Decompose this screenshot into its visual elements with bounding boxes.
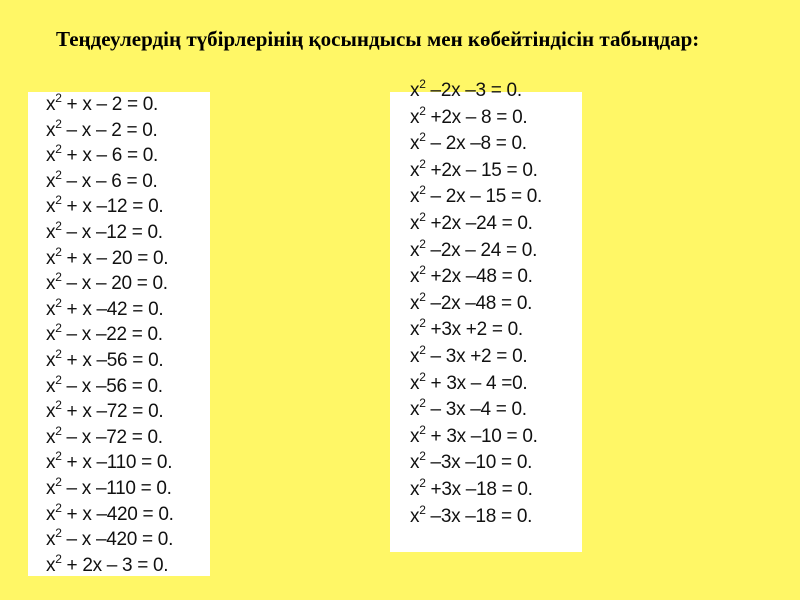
equation-item [46,502,174,528]
equation-item [46,220,174,246]
right-equation-panel [390,77,582,552]
equation-exponent: 2 [55,372,62,387]
equation-rest: +2x – 8 = 0. [425,106,528,128]
equation-item [410,371,542,398]
equation-exponent: 2 [55,270,62,285]
equation-exponent: 2 [55,500,62,515]
equation-item [410,238,542,265]
equation-exponent: 2 [419,156,426,171]
equation-exponent: 2 [419,289,426,304]
equation-rest: – 3x +2 = 0. [425,345,528,367]
equation-item [46,553,174,579]
equation-exponent: 2 [55,526,62,541]
equation-rest: –2x –48 = 0. [425,292,533,314]
equation-rest: + x –56 = 0. [61,349,164,371]
right-equation-list [410,78,542,530]
equation-item [46,374,174,400]
equation-variable: x [410,425,420,447]
equation-variable: x [46,324,56,346]
equation-exponent: 2 [55,398,62,413]
equation-item [410,504,542,531]
equation-variable: x [410,319,420,341]
left-equation-list [46,92,174,578]
equation-variable: x [46,145,56,167]
equation-item [46,322,174,348]
equation-variable: x [410,159,420,181]
equation-rest: – x – 6 = 0. [61,170,158,192]
equation-exponent: 2 [55,193,62,208]
equation-rest: + 3x –10 = 0. [425,425,538,447]
equation-rest: –2x –3 = 0. [425,80,522,101]
equation-rest: – x –12 = 0. [61,221,163,243]
equation-variable: x [410,186,420,208]
equation-item [410,344,542,371]
equation-rest: + 2x – 3 = 0. [61,554,169,576]
equation-variable: x [46,529,56,551]
equation-rest: + x –12 = 0. [61,196,164,218]
equation-item [410,158,542,185]
page-title: Теңдеулердің түбірлерінің қосындысы мен көбейтіндісін табыңдар: [56,27,700,51]
equation-item [410,397,542,424]
equation-exponent: 2 [419,130,426,145]
equation-variable: x [46,349,56,371]
equation-exponent: 2 [55,551,62,566]
equation-exponent: 2 [419,422,426,437]
equation-variable: x [410,106,420,128]
equation-variable: x [410,452,420,474]
equation-variable: x [46,298,56,320]
equation-rest: +2x – 15 = 0. [425,159,538,181]
equation-rest: – x – 2 = 0. [61,119,158,141]
equation-rest: + x – 20 = 0. [61,247,169,269]
equation-item [410,184,542,211]
equation-item [410,131,542,158]
equation-item [410,211,542,238]
equation-exponent: 2 [419,103,426,118]
equation-exponent: 2 [419,475,426,490]
equation-exponent: 2 [419,236,426,251]
equation-rest: – x –110 = 0. [61,477,172,499]
equation-exponent: 2 [55,423,62,438]
equation-variable: x [410,239,420,261]
equation-rest: + x –110 = 0. [61,452,173,474]
equation-item [410,424,542,451]
equation-rest: + 3x – 4 =0. [425,372,528,394]
equation-rest: + x – 6 = 0. [61,145,159,167]
equation-rest: + x –42 = 0. [61,298,164,320]
equation-rest: –2x – 24 = 0. [425,239,538,261]
equation-variable: x [46,503,56,525]
equation-item [46,169,174,195]
equation-variable: x [46,196,56,218]
equation-rest: – 3x –4 = 0. [425,399,527,421]
equation-rest: – x – 20 = 0. [61,273,168,295]
equation-variable: x [410,133,420,155]
equation-rest: + x –72 = 0. [61,401,164,423]
equation-item [410,317,542,344]
equation-exponent: 2 [419,396,426,411]
equation-exponent: 2 [419,209,426,224]
equation-item [46,527,174,553]
left-equation-panel [28,92,210,576]
equation-variable: x [46,426,56,448]
equation-item [46,246,174,272]
equation-variable: x [46,401,56,423]
equation-item [46,399,174,425]
equation-item [46,297,174,323]
equation-exponent: 2 [55,474,62,489]
equation-variable: x [410,212,420,234]
equation-variable: x [410,372,420,394]
equation-exponent: 2 [419,449,426,464]
equation-rest: +2x –48 = 0. [425,266,533,288]
equation-exponent: 2 [55,167,62,182]
equation-rest: – x –22 = 0. [61,324,163,346]
equation-item [46,348,174,374]
equation-item [46,194,174,220]
equation-item [410,105,542,132]
equation-exponent: 2 [55,295,62,310]
equation-variable: x [46,170,56,192]
equation-item [46,450,174,476]
equation-rest: – x –420 = 0. [61,529,174,551]
equation-rest: –3x –10 = 0. [425,452,533,474]
equation-variable: x [410,505,420,527]
equation-exponent: 2 [55,449,62,464]
equation-variable: x [46,94,56,115]
equation-item [410,477,542,504]
equation-exponent: 2 [55,346,62,361]
equation-variable: x [46,221,56,243]
equation-exponent: 2 [55,321,62,336]
equation-exponent: 2 [55,244,62,259]
equation-exponent: 2 [419,77,426,91]
equation-item [46,92,174,118]
equation-variable: x [410,80,420,101]
equation-exponent: 2 [55,116,62,131]
equation-variable: x [46,554,56,576]
equation-rest: + x – 2 = 0. [61,94,159,115]
equation-exponent: 2 [419,502,426,517]
equation-exponent: 2 [419,369,426,384]
equation-rest: + x –420 = 0. [61,503,174,525]
equation-variable: x [46,247,56,269]
equation-exponent: 2 [55,142,62,157]
equation-item [46,476,174,502]
equation-variable: x [46,119,56,141]
equation-item [46,118,174,144]
equation-item [46,271,174,297]
equation-rest: – x –56 = 0. [61,375,163,397]
equation-exponent: 2 [55,218,62,233]
equation-rest: +3x +2 = 0. [425,319,523,341]
equation-variable: x [46,477,56,499]
equation-variable: x [410,345,420,367]
equation-variable: x [410,292,420,314]
equation-rest: +3x –18 = 0. [425,478,533,500]
equation-exponent: 2 [419,263,426,278]
equation-variable: x [46,273,56,295]
equation-item [410,450,542,477]
equation-variable: x [410,399,420,421]
equation-exponent: 2 [55,91,62,105]
equation-rest: – 2x – 15 = 0. [425,186,543,208]
equation-rest: +2x –24 = 0. [425,212,533,234]
equation-variable: x [410,266,420,288]
equation-variable: x [410,478,420,500]
equation-item [410,291,542,318]
equation-variable: x [46,452,56,474]
equation-exponent: 2 [419,342,426,357]
equation-item [46,425,174,451]
equation-exponent: 2 [419,316,426,331]
equation-rest: –3x –18 = 0. [425,505,533,527]
equation-rest: – 2x –8 = 0. [425,133,527,155]
equation-item [46,143,174,169]
equation-variable: x [46,375,56,397]
equation-item [410,78,542,105]
equation-item [410,264,542,291]
equation-rest: – x –72 = 0. [61,426,163,448]
equation-exponent: 2 [419,183,426,198]
